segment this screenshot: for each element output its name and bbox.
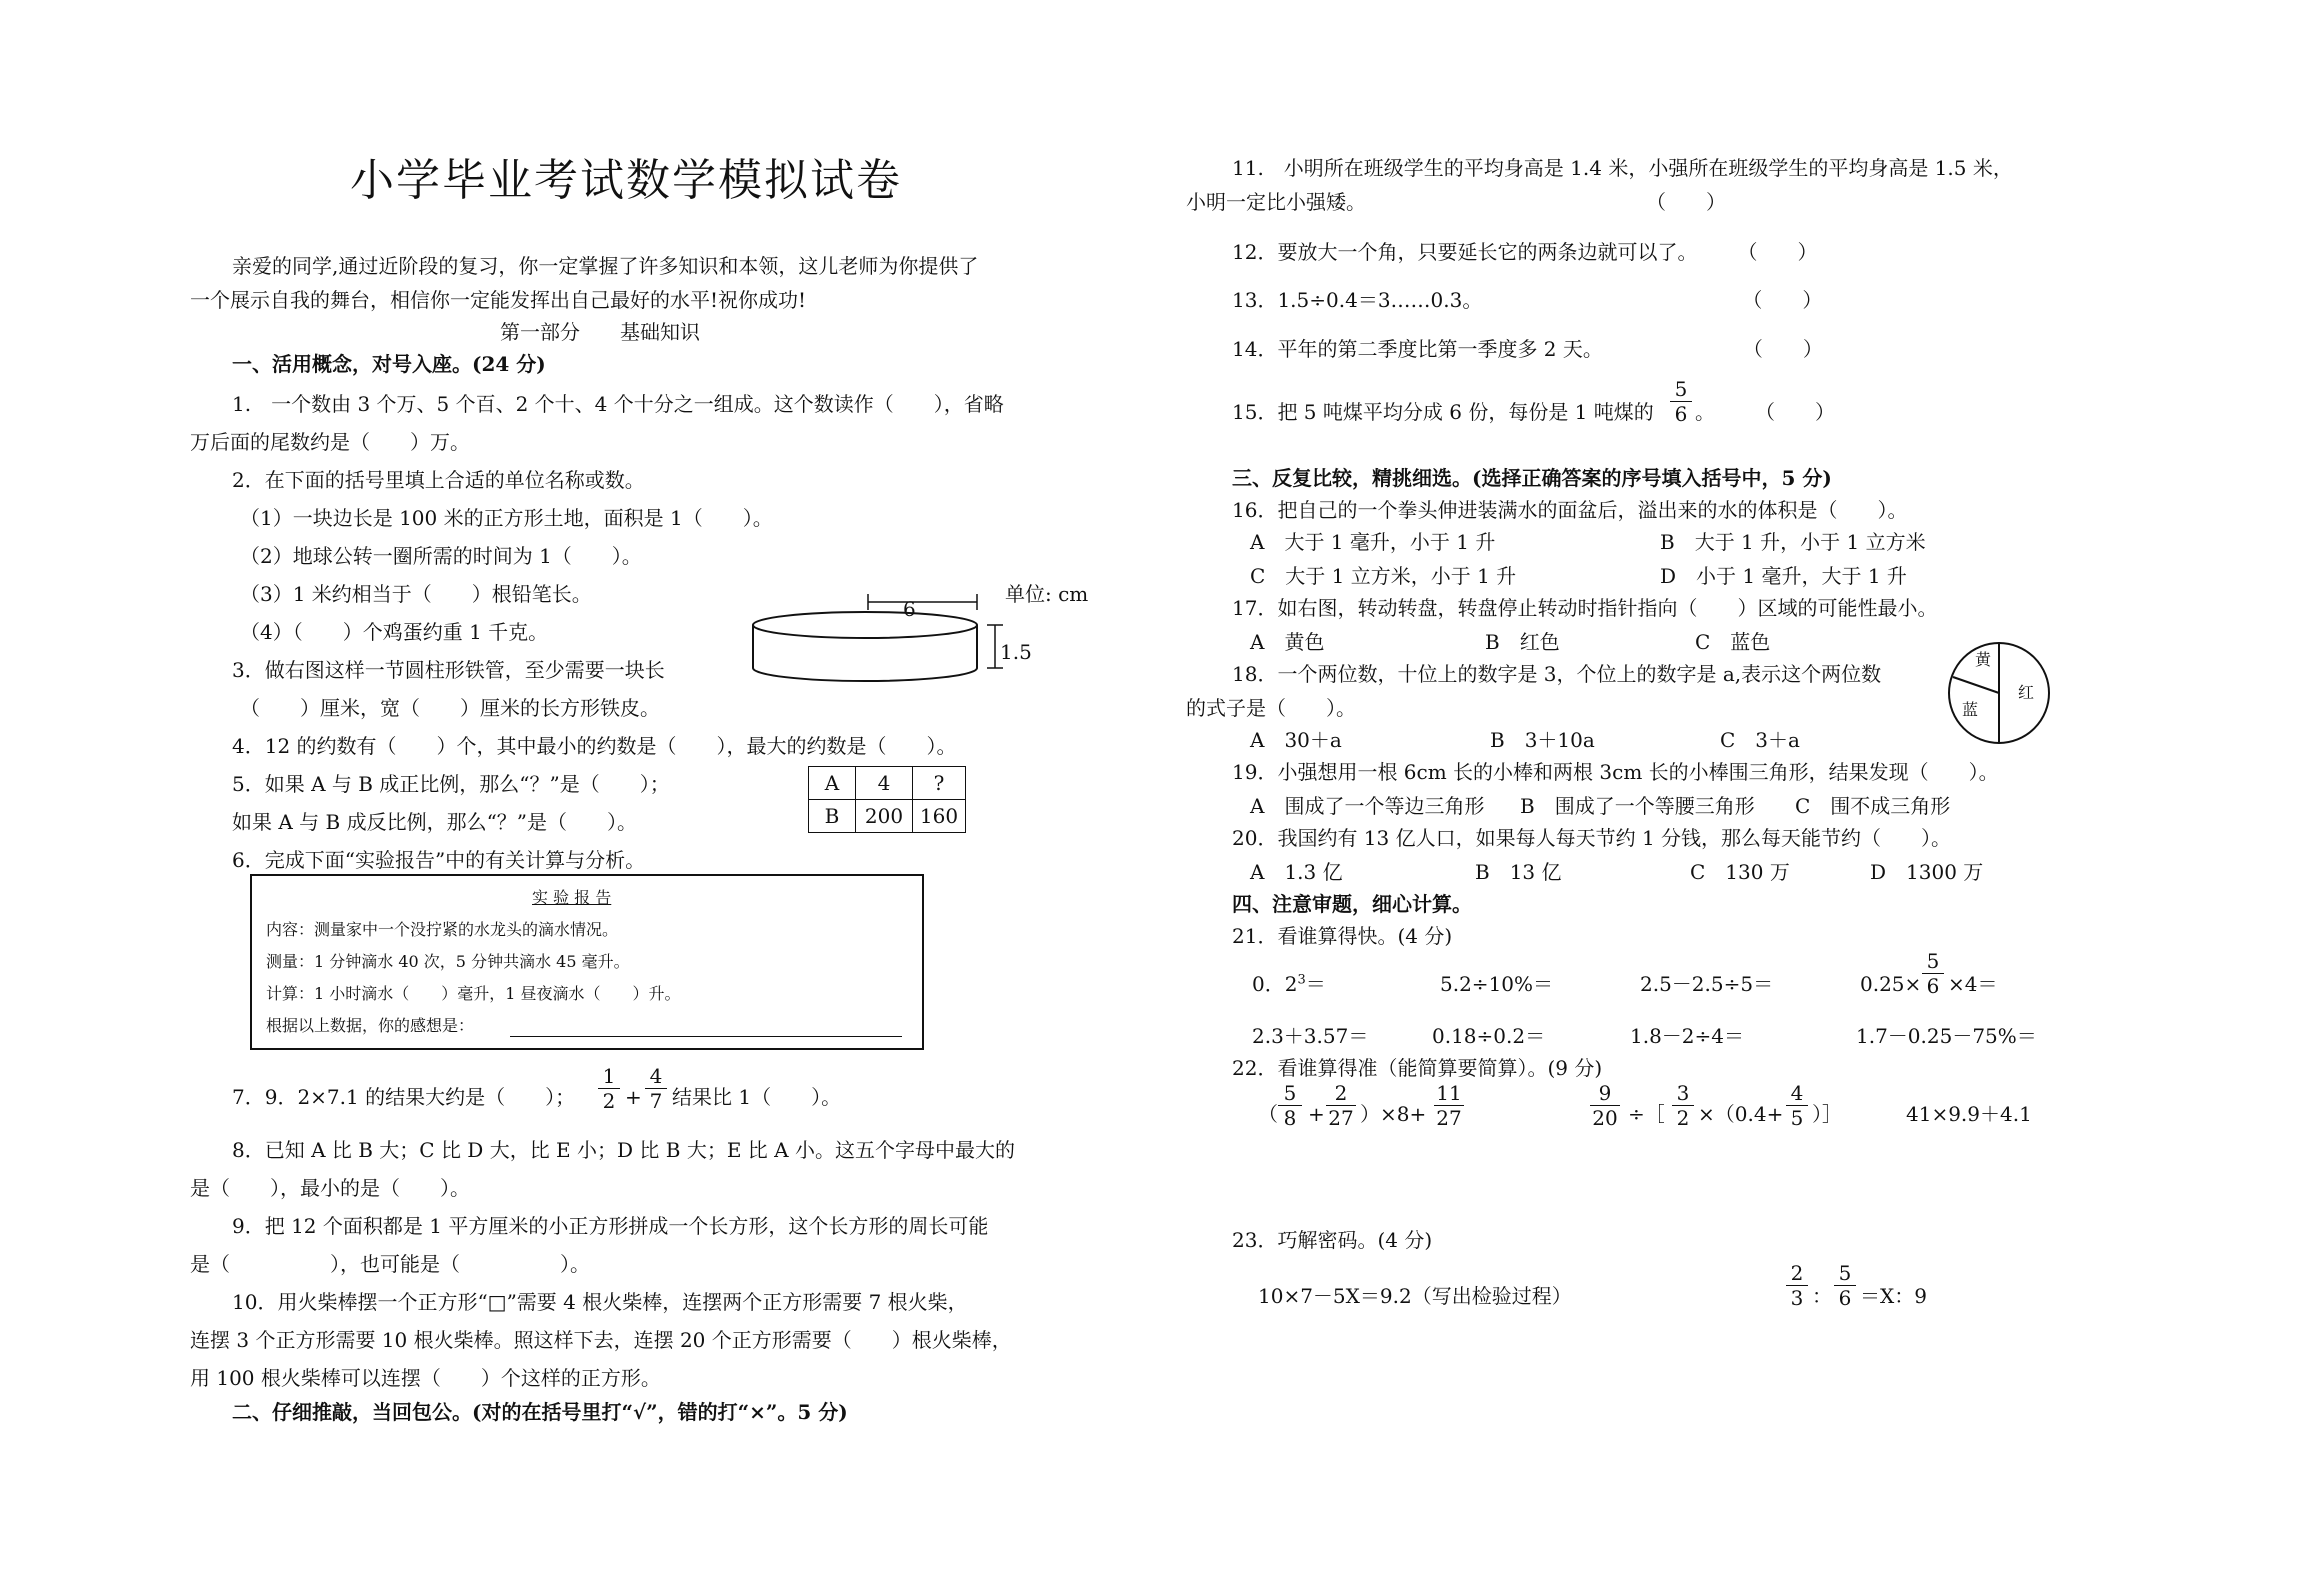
fraction xyxy=(1434,1082,1464,1129)
table-row xyxy=(809,767,966,800)
question-4: 4．12 的约数有（ ）个，其中最小的约数是（ ），最大的约数是（ ）。 xyxy=(232,734,957,758)
question-3-line-1: 3．做右图这样一节圆柱形铁管，至少需要一块长 xyxy=(232,658,665,682)
report-line-1: 内容：测量家中一个没拧紧的水龙头的滴水情况。 xyxy=(266,920,619,939)
numerator: 9 xyxy=(1598,1081,1612,1105)
section-1-heading: 一、活用概念，对号入座。(24 分) xyxy=(232,352,546,376)
calc-21-d-part-2: ×4＝ xyxy=(1948,972,1998,996)
table-cell: 160 xyxy=(913,800,966,833)
fraction xyxy=(1834,1262,1856,1309)
denominator: 6 xyxy=(1926,974,1940,998)
denominator: 6 xyxy=(1838,1286,1852,1310)
table-cell: 200 xyxy=(856,800,913,833)
question-10-line-3: 用 100 根火柴棒可以连摆（ ）个这样的正方形。 xyxy=(190,1366,661,1390)
question-22: 22．看谁算得准（能简算要简算）。(9 分) xyxy=(1232,1056,1603,1080)
question-20-option-c: C 130 万 xyxy=(1690,860,1790,884)
question-23: 23．巧解密码。(4 分) xyxy=(1232,1228,1433,1252)
denominator: 7 xyxy=(649,1089,663,1113)
page-title: 小学毕业考试数学模拟试卷 xyxy=(350,155,902,206)
calc-equals: ＝ xyxy=(1305,972,1326,996)
denominator: 27 xyxy=(1328,1106,1354,1130)
question-16-option-c: C 大于 1 立方米，小于 1 升 xyxy=(1250,564,1517,588)
question-2-item-4: （4）（ ）个鸡蛋约重 1 千克。 xyxy=(240,620,549,644)
spinner-red-label: 红 xyxy=(2018,683,2035,702)
expr-23-2-sep: ： xyxy=(1812,1284,1832,1308)
table-cell: B xyxy=(809,800,856,833)
fraction xyxy=(1670,378,1692,425)
numerator: 1 xyxy=(602,1064,616,1088)
fraction xyxy=(1786,1262,1808,1309)
numerator: 5 xyxy=(1838,1261,1852,1285)
report-line-4: 根据以上数据，你的感想是： xyxy=(266,1016,475,1035)
cylinder-height-label: 1.5 xyxy=(1000,640,1032,664)
cylinder-diameter-label: 6 xyxy=(903,597,916,621)
expr-22-2-op1: ÷［ xyxy=(1628,1102,1665,1126)
proportion-table xyxy=(808,766,966,833)
spinner-figure xyxy=(1944,638,2054,748)
calc-exponent: 3 xyxy=(1297,972,1306,988)
expr-22-1-open: （ xyxy=(1258,1102,1278,1126)
spinner-blue-label: 蓝 xyxy=(1962,700,1979,719)
question-19-option-c: C 围不成三角形 xyxy=(1795,794,1951,818)
report-line-2: 测量：1 分钟滴水 40 次，5 分钟共滴水 45 毫升。 xyxy=(266,952,630,971)
fraction xyxy=(1786,1082,1808,1129)
question-17-option-a: A 黄色 xyxy=(1250,630,1325,654)
expr-22-1-mid: ）×8+ xyxy=(1360,1102,1427,1126)
report-answer-line xyxy=(510,1036,902,1037)
denominator: 27 xyxy=(1436,1106,1462,1130)
question-20-option-d: D 1300 万 xyxy=(1870,860,1984,884)
table-cell: ? xyxy=(913,767,966,800)
question-18-line-1: 18．一个两位数，十位上的数字是 3，个位上的数字是 a,表示这个两位数 xyxy=(1232,662,1882,686)
question-16-option-d: D 小于 1 毫升，大于 1 升 xyxy=(1660,564,1907,588)
question-2-item-1: （1）一块边长是 100 米的正方形土地，面积是 1（ ）。 xyxy=(240,506,773,530)
calc-21-a xyxy=(1252,972,1326,996)
expr-22-2-op2: ×（0.4+ xyxy=(1698,1102,1784,1126)
table-row xyxy=(809,800,966,833)
question-6: 6．完成下面“实验报告”中的有关计算与分析。 xyxy=(232,848,646,872)
numerator: 5 xyxy=(1926,949,1940,973)
expr-23-1: 10×7－5X＝9.2（写出检验过程） xyxy=(1258,1284,1572,1308)
question-14: 14．平年的第二季度比第一季度多 2 天。 （ ） xyxy=(1232,337,1823,361)
question-20: 20．我国约有 13 亿人口，如果每人每天节约 1 分钱，那么每天能节约（ ）。 xyxy=(1232,826,1952,850)
fraction xyxy=(1672,1082,1694,1129)
fraction xyxy=(598,1065,620,1112)
table-cell: A xyxy=(809,767,856,800)
section-2-heading: 二、仔细推敲，当回包公。(对的在括号里打“√”，错的打“×”。5 分) xyxy=(232,1400,848,1424)
question-11-line-1: 11. 小明所在班级学生的平均身高是 1.4 米，小强所在班级学生的平均身高是 1.5 米， xyxy=(1232,156,2013,180)
cylinder-unit-label: 单位: cm xyxy=(1005,582,1089,606)
calc-21-e: 2.3＋3.57＝ xyxy=(1252,1024,1369,1048)
section-3-heading: 三、反复比较，精挑细选。(选择正确答案的序号填入括号中，5 分) xyxy=(1232,466,1832,490)
question-7-part-b: 结果比 1（ ）。 xyxy=(672,1085,842,1109)
question-19: 19．小强想用一根 6cm 长的小棒和两根 3cm 长的小棒围三角形，结果发现（ ）。 xyxy=(1232,760,1999,784)
numerator: 11 xyxy=(1436,1081,1462,1105)
question-20-option-a: A 1.3 亿 xyxy=(1250,860,1343,884)
numerator: 5 xyxy=(1283,1081,1297,1105)
expr-22-3: 41×9.9＋4.1 xyxy=(1906,1102,2032,1126)
question-10-line-1: 10．用火柴棒摆一个正方形“□”需要 4 根火柴棒，连摆两个正方形需要 7 根火柴， xyxy=(232,1290,968,1314)
expr-22-2-close: ）］ xyxy=(1812,1102,1842,1126)
denominator: 3 xyxy=(1790,1286,1804,1310)
intro-line-1: 亲爱的同学,通过近阶段的复习，你一定掌握了许多知识和本领，这儿老师为你提供了 xyxy=(232,254,979,278)
intro-line-2: 一个展示自我的舞台，相信你一定能发挥出自己最好的水平!祝你成功! xyxy=(190,288,807,312)
question-5-line-1: 5．如果 A 与 B 成正比例，那么“？”是（ ）； xyxy=(232,772,670,796)
section-4-heading: 四、注意审题，细心计算。 xyxy=(1232,892,1472,916)
calc-21-g: 1.8－2÷4＝ xyxy=(1630,1024,1745,1048)
denominator: 2 xyxy=(602,1089,616,1113)
numerator: 2 xyxy=(1334,1081,1348,1105)
report-title: 实 验 报 告 xyxy=(532,888,612,907)
table-cell: 4 xyxy=(856,767,913,800)
question-19-option-a: A 围成了一个等边三角形 xyxy=(1250,794,1485,818)
numerator: 4 xyxy=(649,1064,663,1088)
question-7-part-a: 7．9．2×7.1 的结果大约是（ ）； xyxy=(232,1085,576,1109)
fraction xyxy=(1278,1082,1302,1129)
experiment-report-box xyxy=(250,874,924,1050)
question-15-part-a: 15．把 5 吨煤平均分成 6 份，每份是 1 吨煤的 xyxy=(1232,400,1654,424)
denominator: 5 xyxy=(1790,1106,1804,1130)
question-19-option-b: B 围成了一个等腰三角形 xyxy=(1520,794,1755,818)
question-1-line-1: 1. 一个数由 3 个万、5 个百、2 个十、4 个十分之一组成。这个数读作（ ），省略 xyxy=(232,392,1004,416)
calc-21-f: 0.18÷0.2＝ xyxy=(1432,1024,1546,1048)
numerator: 3 xyxy=(1676,1081,1690,1105)
question-20-option-b: B 13 亿 xyxy=(1475,860,1562,884)
question-5-line-2: 如果 A 与 B 成反比例，那么“？”是（ ）。 xyxy=(232,810,638,834)
denominator: 6 xyxy=(1674,402,1688,426)
question-18-line-2: 的式子是（ ）。 xyxy=(1186,696,1356,720)
question-17-option-c: C 蓝色 xyxy=(1695,630,1771,654)
expr-22-1-plus: + xyxy=(1308,1102,1325,1126)
question-18-option-b: B 3＋10a xyxy=(1490,728,1595,752)
question-17: 17．如右图，转动转盘，转盘停止转动时指针指向（ ）区域的可能性最小。 xyxy=(1232,596,1938,620)
question-8-line-1: 8．已知 A 比 B 大；C 比 D 大，比 E 小；D 比 B 大；E 比 A 小。这五个字母中最大的 xyxy=(232,1138,1015,1162)
question-9-line-1: 9．把 12 个面积都是 1 平方厘米的小正方形拼成一个长方形，这个长方形的周长可能 xyxy=(232,1214,989,1238)
question-8-line-2: 是（ ），最小的是（ ）。 xyxy=(190,1176,470,1200)
question-2-item-2: （2）地球公转一圈所需的时间为 1（ ）。 xyxy=(240,544,642,568)
expr-23-2-tail: ＝X：9 xyxy=(1860,1284,1927,1308)
calc-21-c: 2.5－2.5÷5＝ xyxy=(1640,972,1774,996)
question-2-item-3: （3）1 米约相当于（ ）根铅笔长。 xyxy=(240,582,592,606)
numerator: 4 xyxy=(1790,1081,1804,1105)
question-16-option-a: A 大于 1 毫升，小于 1 升 xyxy=(1250,530,1496,554)
calc-21-b: 5.2÷10%＝ xyxy=(1440,972,1554,996)
question-3-line-2: （ ）厘米，宽（ ）厘米的长方形铁皮。 xyxy=(240,696,660,720)
fraction xyxy=(645,1065,667,1112)
spinner-yellow-label: 黄 xyxy=(1975,650,1992,669)
question-1-line-2: 万后面的尾数约是（ ）万。 xyxy=(190,430,470,454)
fraction xyxy=(1590,1082,1620,1129)
numerator: 5 xyxy=(1674,377,1688,401)
denominator: 2 xyxy=(1676,1106,1690,1130)
calc-21-d-part-1: 0.25× xyxy=(1860,972,1922,996)
plus-sign: + xyxy=(625,1085,642,1109)
question-18-option-a: A 30＋a xyxy=(1250,728,1342,752)
denominator: 8 xyxy=(1283,1106,1297,1130)
question-17-option-b: B 红色 xyxy=(1485,630,1560,654)
fraction xyxy=(1326,1082,1356,1129)
calc-21-h: 1.7－0.25－75%＝ xyxy=(1856,1024,2037,1048)
question-12: 12．要放大一个角，只要延长它的两条边就可以了。 （ ） xyxy=(1232,240,1818,264)
question-21: 21．看谁算得快。(4 分) xyxy=(1232,924,1453,948)
question-9-line-2: 是（ ），也可能是（ ）。 xyxy=(190,1252,590,1276)
question-11-line-2: 小明一定比小强矮。 （ ） xyxy=(1186,190,1726,214)
calc-base: 0．2 xyxy=(1252,972,1298,996)
question-15-part-b: 。 （ ） xyxy=(1695,400,1835,424)
part-heading: 第一部分 基础知识 xyxy=(500,320,700,344)
question-13: 13．1.5÷0.4＝3……0.3。 （ ） xyxy=(1232,288,1823,312)
report-line-3: 计算：1 小时滴水（ ）毫升，1 昼夜滴水（ ）升。 xyxy=(266,984,681,1003)
question-10-line-2: 连摆 3 个正方形需要 10 根火柴棒。照这样下去，连摆 20 个正方形需要（ ）根火柴棒， xyxy=(190,1328,1012,1352)
question-16-option-b: B 大于 1 升，小于 1 立方米 xyxy=(1660,530,1926,554)
denominator: 20 xyxy=(1592,1106,1618,1130)
question-18-option-c: C 3＋a xyxy=(1720,728,1800,752)
fraction xyxy=(1922,950,1944,997)
numerator: 2 xyxy=(1790,1261,1804,1285)
question-16: 16．把自己的一个拳头伸进装满水的面盆后，溢出来的水的体积是（ ）。 xyxy=(1232,498,1908,522)
question-2: 2．在下面的括号里填上合适的单位名称或数。 xyxy=(232,468,645,492)
